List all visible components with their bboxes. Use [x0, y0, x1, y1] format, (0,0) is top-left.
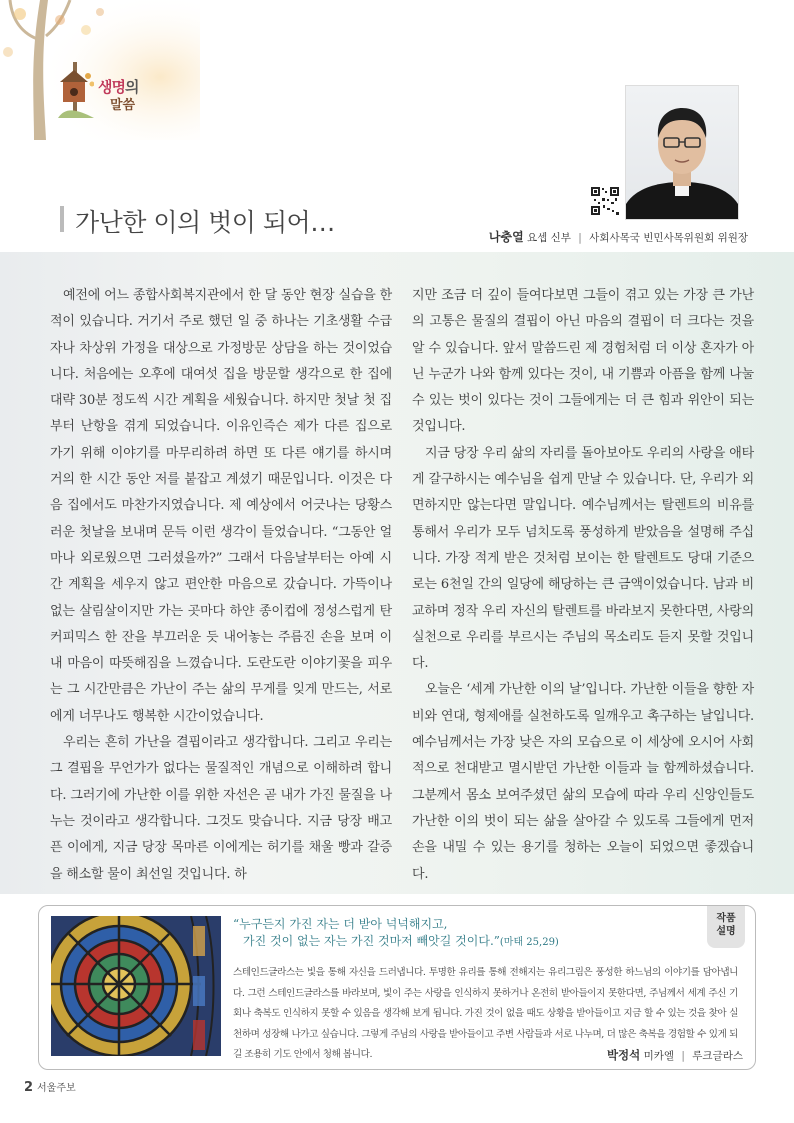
paragraph: 예전에 어느 종합사회복지관에서 한 달 동안 현장 실습을 한 적이 있습니다. 거기서 주로 했던 일 중 하나는 기초생활 수급자나 차상위 가정을 대상으로 가정방문 상담을 하는 것이었습니다. 처음에는 오후에 대여섯 집을 방문할 생각으로 한 집에 대략 30분 정도씩 시간 계획을 세웠습니다. 하지만 첫날 첫 집부터 난항을 겪게 되었습니다. 이유인즉슨 제가 다른 집으로 가기 위해 이야기를 마무리하려 하면 또 다른 얘기를 하시며 거의 한 시간 동안 저를 붙잡고 계셨기 때문입니다. 이것은 다음 집에서도 마찬가지였습니다. 제 예상에서 어긋나는 당황스러운 첫날을 보내며 문득 이런 생각이 들었습니다. “그동안 얼마나 외로웠으면 그러셨을까?” 그래서 다음날부터는 아예 시간 계획을 세우지 않고 편안한 마음으로 갔습니다. 가뜩이나 없는 살림살이지만 가는 곳마다 하얀 종이컵에 정성스럽게 탄 커피믹스 한 잔을 부끄러운 듯 내어놓는 주름진 손을 보며 이내 마음이 따뜻해짐을 느꼈습니다. 도란도란 이야기꽃을 피우는 그 시간만큼은 가난이 주는 삶의 무게를 잊게 만드는, 서로에게 너무나도 행복한 시간이었습니다.: [50, 288, 392, 724]
author-photo: [625, 85, 739, 220]
artwork-description: 스테인드글라스는 빛을 통해 자신을 드러냅니다. 투명한 유리를 통해 전해지는 유리그림은 풍성한 하느님의 이야기를 담아냅니다. 그런 스테인드글라스를 바라보며, 빛이 주는 사랑을 인식하지 못하거나 온전히 받아들이지 못한다면, 주님께서 세계 주신 기회나 축복도 인식하지 못할 수 있음을 생각해 보게 됩니다. 가진 것이 없을 때도 상황을 받아들이고 지금 할 수 있는 것을 찾아 실천하며 성장해 나가고 싶습니다. 그렇게 주님의 사랑을 받아들이고 주변 사람들과 서로 나누며, 더 많은 축복을 경험할 수 있게 되길 조용히 기도 안에서 청해 봅니다.: [233, 967, 738, 1060]
paragraph: 지금 당장 우리 삶의 자리를 돌아보아도 우리의 사랑을 애타게 갈구하시는 예수님을 쉽게 만날 수 있습니다. 단, 우리가 외면하지만 않는다면 말입니다. 예수님께서는 탈렌트의 비유를 통해서 우리가 모두 넘치도록 풍성하게 받았음을 설명해 주십니다. 가장 적게 받은 것처럼 보이는 한 탈렌트도 당대 기준으로는 6천일 간의 일당에 해당하는 큰 금액이었습니다. 남과 비교하며 정작 우리 자신의 탈렌트를 바라보지 못한다면, 사랑의 실천으로 우리를 부르시는 주님의 목소리도 듣지 못할 것입니다.: [412, 445, 754, 672]
logo-small-text: 생명: [98, 78, 125, 96]
page-footer: [24, 1079, 76, 1095]
artist-studio: 루크글라스: [692, 1050, 743, 1062]
publication-name: 서울주보: [37, 1083, 76, 1094]
author-name: 나충열: [488, 230, 524, 244]
paragraph: 오늘은 ‘세계 가난한 이의 날’입니다. 가난한 이들을 향한 자비와 연대, 형제애를 실천하도록 일깨우고 촉구하는 날입니다. 예수님께서는 가장 낮은 자의 모습으로 이 세상에 오시어 사회적으로 천대받고 멸시받던 가난한 이들과 늘 함께하셨습니다. 그분께서 몸소 보여주셨던 삶의 모습에 따라 우리 신앙인들도 가난한 이의 벗이 되는 삶을 살아갈 수 있도록 그들에게 먼저 손을 내밀 수 있는 용기를 청하는 오늘이 되었으면 좋겠습니다.: [412, 682, 754, 882]
bible-quote: [233, 916, 559, 951]
artwork-caption-box: [38, 905, 756, 1070]
paragraph: 지만 조금 더 깊이 들여다보면 그들이 겪고 있는 가장 큰 가난의 고통은 물질의 결핍이 아닌 마음의 결핍이 더 크다는 것을 알 수 있습니다. 앞서 말씀드린 제 경험처럼 더 이상 혼자가 아닌 누군가 나와 함께 있다는 것이, 내 기쁨과 아픔을 함께 나눌 수 있는 벗이 있다는 것이 그들에게는 더 큰 힘과 위안이 되는 것입니다.: [412, 288, 754, 435]
logo: [58, 62, 178, 122]
article-title: 가난한 이의 벗이 되어…: [75, 208, 335, 237]
credit-separator: |: [681, 1050, 685, 1062]
author-baptismal-name: 요셉 신부: [527, 232, 571, 244]
quote-line-2: 가진 것이 없는 자는 가진 것마저 빼앗길 것이다.”: [243, 934, 500, 948]
tag-line-2: 설명: [716, 926, 736, 937]
logo-big-text: 말씀: [110, 98, 136, 113]
article-column-left: [50, 283, 392, 888]
page-number: 2: [24, 1080, 34, 1095]
author-byline: [489, 228, 748, 245]
quote-line-1: “누구든지 가진 자는 더 받아 넉넉해지고,: [233, 917, 448, 931]
quote-reference: (마태 25,29): [499, 937, 559, 948]
tag-line-1: 작품: [716, 913, 736, 924]
logo-small-suffix: 의: [124, 78, 139, 96]
house-logo-icon: [58, 62, 94, 118]
artist-credit: [607, 1047, 743, 1063]
title-accent-bar: [60, 206, 64, 232]
qr-code-icon[interactable]: [590, 186, 620, 216]
stained-glass-image: [51, 916, 221, 1056]
paragraph: 우리는 흔히 가난을 결핍이라고 생각합니다. 그리고 우리는 그 결핍을 무언가가 없다는 물질적인 개념으로 이해하려 합니다. 그러기에 가난한 이를 위한 자선은 곧 내가 가진 물질을 나누는 것이라고 생각합니다. 그것도 맞습니다. 지금 당장 배고픈 이에게, 지금 당장 목마른 이에게는 허기를 채울 빵과 갈증을 해소할 물이 최선일 것입니다. 하: [50, 735, 392, 882]
author-role: 사회사목국 빈민사목위원회 위원장: [589, 232, 748, 244]
artist-name: 박정석: [606, 1048, 641, 1062]
artist-baptismal-name: 미카엘: [643, 1050, 675, 1062]
artwork-description-tag: [707, 906, 745, 948]
article-column-right: [412, 283, 754, 888]
byline-separator: |: [578, 232, 582, 244]
